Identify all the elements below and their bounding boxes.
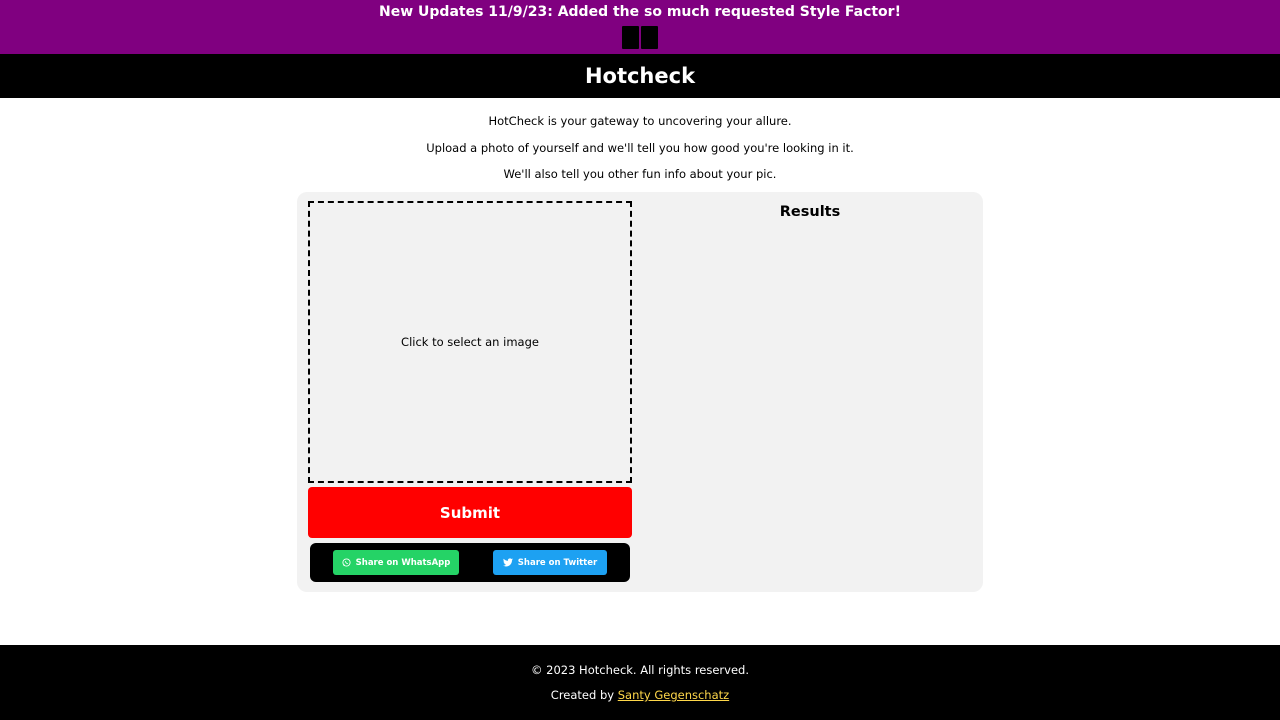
footer-copyright: © 2023 Hotcheck. All rights reserved.	[530, 663, 749, 677]
pause-icon	[641, 26, 658, 49]
twitter-icon	[503, 558, 513, 567]
intro-section	[0, 112, 1280, 192]
share-whatsapp-label: Share on WhatsApp	[355, 557, 451, 568]
results-title: Results	[779, 204, 841, 220]
site-header	[0, 54, 1280, 98]
footer-credit	[0, 687, 1280, 703]
whatsapp-icon	[342, 558, 351, 567]
image-dropzone[interactable]	[308, 201, 632, 483]
intro-line-3: We'll also tell you other fun info about your pic.	[503, 167, 777, 181]
intro-line-1: HotCheck is your gateway to uncovering your allure.	[488, 114, 792, 128]
site-title: Hotcheck	[584, 64, 696, 88]
pause-icon	[622, 26, 639, 49]
intro-line-2: Upload a photo of yourself and we'll tell you how good you're looking in it.	[426, 140, 854, 155]
author-link[interactable]: Santy Gegenschatz	[617, 688, 730, 702]
announcement-banner	[0, 0, 1280, 54]
pause-button[interactable]	[622, 26, 658, 49]
share-whatsapp-button[interactable]	[333, 550, 459, 575]
footer-credit-prefix: Created by	[550, 688, 615, 702]
announcement-text: New Updates 11/9/23: Added the so much requested Style Factor!	[379, 4, 901, 20]
share-twitter-label: Share on Twitter	[517, 557, 598, 568]
share-twitter-button[interactable]	[493, 550, 607, 575]
main-card	[297, 192, 983, 592]
dropzone-prompt: Click to select an image	[401, 335, 539, 349]
share-bar	[310, 543, 630, 582]
site-footer	[0, 645, 1280, 720]
submit-button[interactable]: Submit	[308, 487, 632, 538]
